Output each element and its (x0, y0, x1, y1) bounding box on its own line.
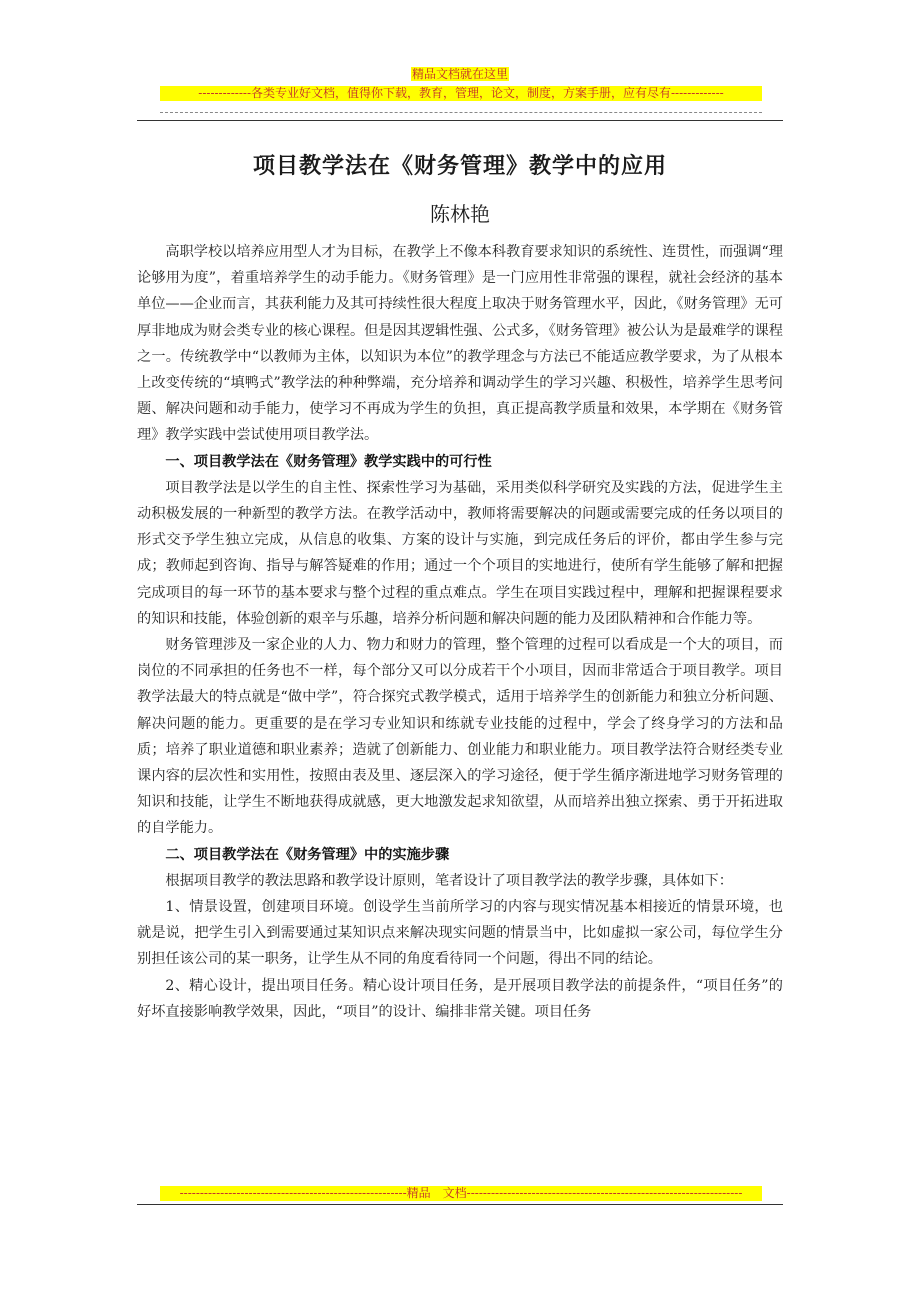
footer-rule (137, 1204, 783, 1205)
header-label (0, 67, 920, 81)
header-rule (137, 120, 783, 121)
section-heading-1: 一、项目教学法在《财务管理》教学实践中的可行性 (165, 453, 492, 470)
document-body (137, 239, 783, 1025)
paragraph-intro: 高职学校以培养应用型人才为目标，在教学上不像本科教育要求知识的系统性、连贯性，而强调“理论够用为度”，着重培养学生的动手能力。《财务管理》是一门应用性非常强的课程，就社会经济的基本单位——企业而言，其获利能力及其可持续性很大程度上取决于财务管理水平，因此，《财务管理》无可厚非地成为财会类专业的核心课程。但是因其逻辑性强、公式多，《财务管理》被公认为是最难学的课程之一。传统教学中“以教师为主体，以知识为本位”的教学理念与方法已不能适应教学要求，为了从根本上改变传统的“填鸭式”教学法的种种弊端，充分培养和调动学生的学习兴趣、积极性，培养学生思考问题、解决问题和动手能力，使学习不再成为学生的负担，真正提高教学质量和效果，本学期在《财务管理》教学实践中尝试使用项目教学法。 (137, 244, 783, 444)
header-label-text: 精品文档就在这里 (411, 67, 508, 81)
section-heading-2: 二、项目教学法在《财务管理》中的实施步骤 (165, 846, 450, 863)
footer-banner: --------------------------------------------------------精品 文档-------------------------------------------------------------------- (160, 1186, 762, 1201)
header-banner: -------------各类专业好文档，值得你下载，教育，管理，论文，制度，方案手册，应有尽有------------- (160, 86, 762, 101)
paragraph: 项目教学法是以学生的自主性、探索性学习为基础，采用类似科学研究及实践的方法，促进学生主动积极发展的一种新型的教学方法。在教学活动中，教师将需要解决的问题或需要完成的任务以项目的形式交予学生独立完成，从信息的收集、方案的设计与实施，到完成任务后的评价，都由学生参与完成；教师起到咨询、指导与解答疑难的作用；通过一个个项目的实地进行，使所有学生能够了解和把握完成项目的每一环节的基本要求与整个过程的重点难点。学生在项目实践过程中，理解和把握课程要求的知识和技能，体验创新的艰辛与乐趣，培养分析问题和解决问题的能力及团队精神和合作能力等。 (137, 479, 783, 627)
paragraph-step-1: 1、情景设置，创建项目环境。创设学生当前所学习的内容与现实情况基本相接近的情景环境，也就是说，把学生引入到需要通过某知识点来解决现实问题的情景当中，比如虚拟一家公司，每位学生分别担任该公司的某一职务，让学生从不同的角度看待同一个问题，得出不同的结论。 (137, 899, 783, 968)
paragraph: 财务管理涉及一家企业的人力、物力和财力的管理，整个管理的过程可以看成是一个大的项目，而岗位的不同承担的任务也不一样，每个部分又可以分成若干个小项目，因而非常适合于项目教学。项目教学法最大的特点就是“做中学”，符合探究式教学模式，适用于培养学生的创新能力和独立分析问题、解决问题的能力。更重要的是在学习专业知识和练就专业技能的过程中，学会了终身学习的方法和品质；培养了职业道德和职业素养；造就了创新能力、创业能力和职业能力。项目教学法符合财经类专业课内容的层次性和实用性，按照由表及里、逐层深入的学习途径，便于学生循序渐进地学习财务管理的知识和技能，让学生不断地获得成就感，更大地激发起求知欲望，从而培养出独立探索、勇于开拓进取的自学能力。 (137, 637, 783, 837)
document-author: 陈林艳 (430, 202, 490, 226)
document-title: 项目教学法在《财务管理》教学中的应用 (252, 153, 667, 179)
header-dashed-line (160, 103, 762, 113)
paragraph-step-2: 2、精心设计，提出项目任务。精心设计项目任务，是开展项目教学法的前提条件，“项目任务”的好坏直接影响教学效果，因此，“项目”的设计、编排非常关键。项目任务 (137, 977, 783, 1020)
paragraph: 根据项目教学的教法思路和教学设计原则，笔者设计了项目教学法的教学步骤，具体如下： (165, 872, 733, 889)
